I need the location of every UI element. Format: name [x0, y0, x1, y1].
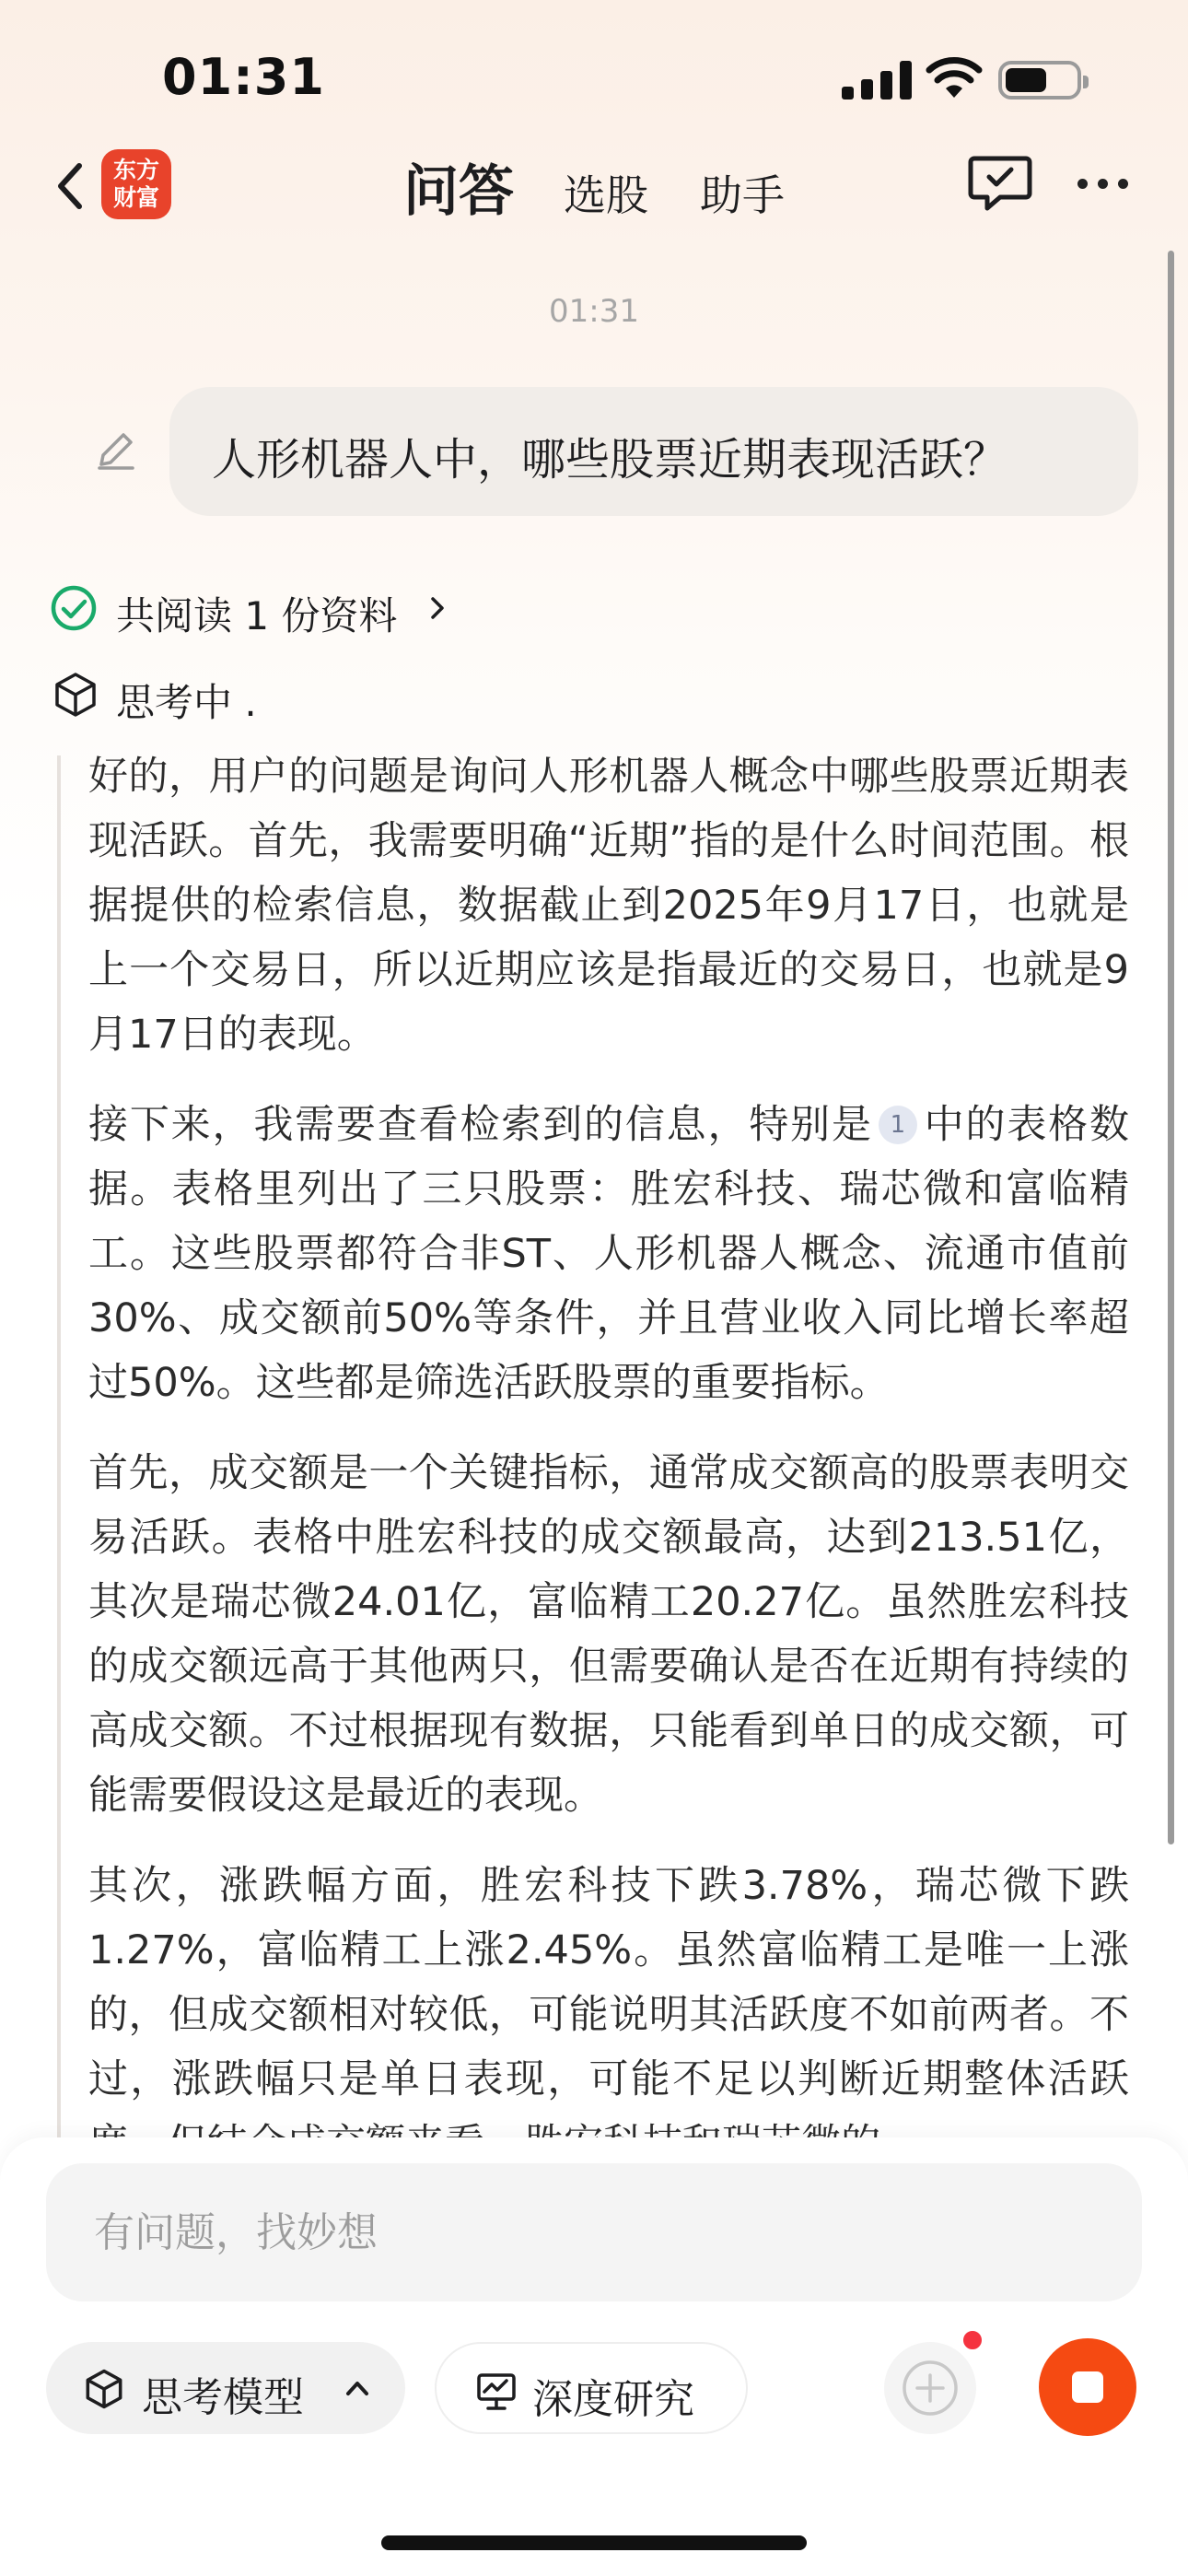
thinking-model-icon [52, 671, 99, 719]
deep-research-button[interactable] [435, 2342, 748, 2434]
reasoning-content [88, 744, 1129, 2137]
feedback-icon[interactable] [967, 153, 1033, 214]
plus-icon [901, 2359, 960, 2418]
logo-line-1: 东方 [112, 157, 159, 183]
reasoning-paragraph: 首先，成交额是一个关键指标，通常成交额高的股票表明交易活跃。表格中胜宏科技的成交额最高，达到213.51亿，其次是瑞芯微24.01亿，富临精工20.27亿。虽然胜宏科技的成交额远高于其他两只，但需要确认是否在近期有持续的高成交额。不过根据现有数据，只能看到单日的成交额，可能需要假设这是最近的表现。 [88, 1450, 1129, 1819]
stop-icon [1072, 2371, 1103, 2403]
status-time: 01:31 [162, 48, 325, 106]
reasoning-divider [57, 755, 61, 2137]
reasoning-text: 接下来，我需要查看检索到的信息，特别是 [88, 1102, 873, 1148]
deep-research-label: 深度研究 [532, 2376, 694, 2423]
tab-stock-picker[interactable]: 选股 [564, 170, 648, 220]
thinking-label: 思考中 . [116, 680, 257, 725]
user-question-text: 人形机器人中，哪些股票近期表现活跃？ [212, 434, 1008, 486]
add-attachment-button[interactable] [884, 2342, 976, 2434]
edit-question-icon[interactable] [92, 426, 140, 474]
check-circle-icon [50, 584, 98, 632]
composer-panel [0, 2137, 1188, 2576]
cellular-signal-icon [842, 61, 912, 100]
tab-qa[interactable]: 问答 [403, 159, 514, 224]
home-indicator [381, 2535, 807, 2550]
nav-bar [0, 138, 1188, 240]
reasoning-text: 中的表格数据。表格里列出了三只股票：胜宏科技、瑞芯微和富临精工。这些股票都符合非ST、人形机器人概念、流通市值前30%、成交额前50%等条件，并且营业收入同比增长率超过50%。这些都是筛选活跃股票的重要指标。 [88, 1102, 1130, 1406]
tab-assistant[interactable]: 助手 [700, 170, 785, 220]
logo-line-2: 财富 [112, 184, 159, 211]
research-icon [475, 2370, 518, 2412]
thinking-model-button[interactable] [46, 2342, 405, 2434]
chevron-up-icon [341, 2371, 374, 2405]
citation-badge[interactable]: 1 [879, 1106, 917, 1144]
status-bar [0, 0, 1188, 147]
reasoning-paragraph: 好的，用户的问题是询问人形机器人概念中哪些股票近期表现活跃。首先，我需要明确“近期”指的是什么时间范围。根据提供的检索信息，数据截止到2025年9月17日，也就是上一个交易日，所以近期应该是指最近的交易日，也就是9月17日的表现。 [88, 754, 1129, 1058]
reasoning-paragraph: 其次，涨跌幅方面，胜宏科技下跌3.78%，瑞芯微下跌1.27%，富临精工上涨2.45%。虽然富临精工是唯一上涨的，但成交额相对较低，可能说明其活跃度不如前两者。不过，涨跌幅只是单日表现，可能不足以判断近期整体活跃 [88, 1863, 1129, 2102]
app-logo [101, 149, 171, 219]
battery-icon [998, 61, 1081, 100]
scrollbar[interactable] [1168, 251, 1174, 1844]
stop-generation-button[interactable] [1039, 2338, 1136, 2436]
question-input[interactable] [46, 2163, 1142, 2301]
message-timestamp: 01:31 [549, 293, 639, 330]
user-question-bubble [169, 387, 1138, 516]
reasoning-paragraph [88, 1093, 1129, 1415]
thinking-model-label: 思考模型 [142, 2374, 304, 2421]
back-arrow-icon[interactable] [52, 158, 88, 214]
more-options-icon[interactable] [1077, 175, 1129, 193]
chevron-right-icon [427, 590, 449, 626]
cube-icon [83, 2368, 125, 2410]
wifi-icon [926, 57, 983, 101]
read-sources-label: 共阅读 1 份资料 [116, 593, 398, 638]
notification-dot [960, 2327, 985, 2353]
